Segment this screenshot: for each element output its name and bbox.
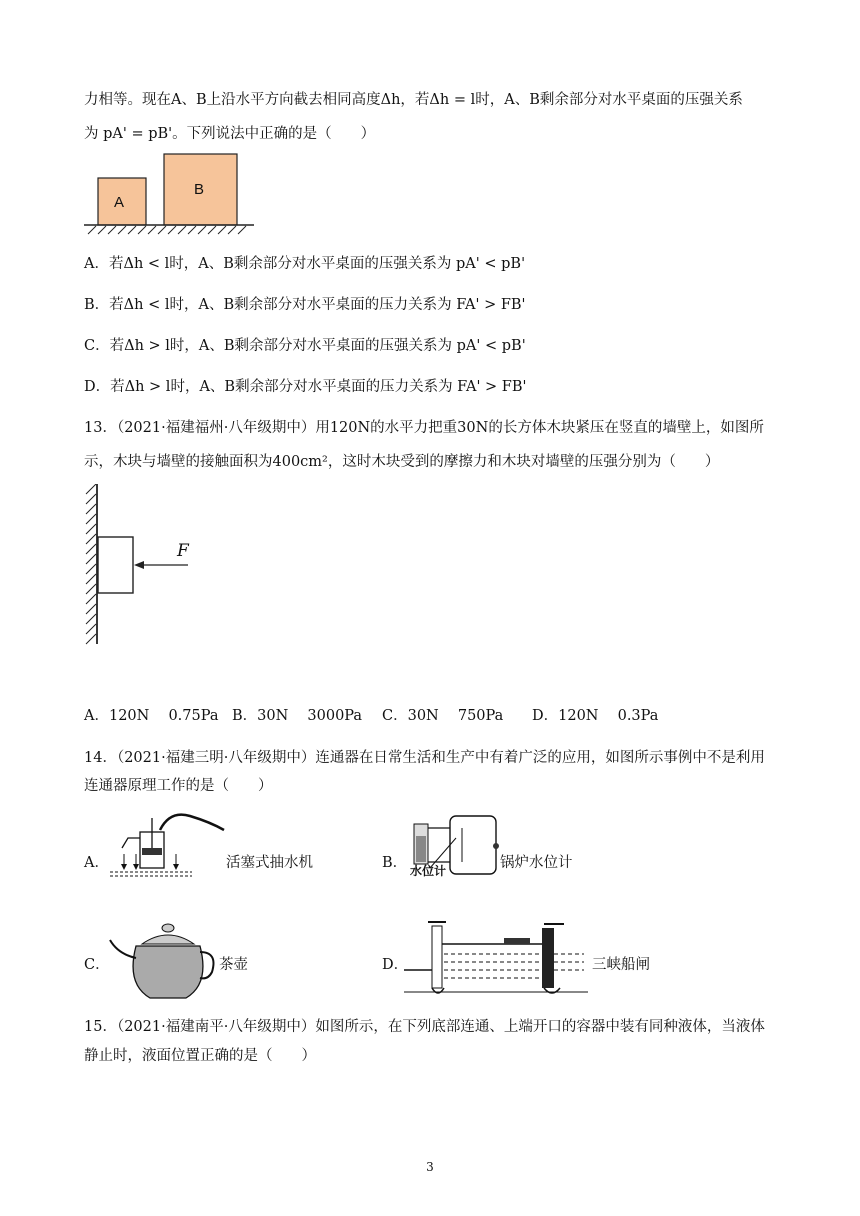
teapot-icon (106, 914, 218, 1002)
q12-option-d: D．若Δh > l时，A、B剩余部分对水平桌面的压力关系为 FA' > FB' (84, 379, 527, 395)
q14-option-d-letter: D． (382, 957, 409, 973)
q14-option-c-text: 茶壶 (219, 957, 248, 973)
q12-option-c: C．若Δh > l时，A、B剩余部分对水平桌面的压强关系为 pA' < pB' (84, 338, 526, 354)
q12-option-b: B．若Δh < l时，A、B剩余部分对水平桌面的压力关系为 FA' > FB' (84, 297, 526, 313)
page-number: 3 (426, 1160, 434, 1174)
wall-hatching (86, 484, 96, 644)
q14-text-line-1: 14．（2021·福建三明·八年级期中）连通器在日常生活和生产中有着广泛的应用，如图所示事例中不是利用 (84, 750, 765, 766)
q13-wall-figure (84, 484, 204, 648)
wood-block (98, 537, 133, 593)
q14-option-a-letter: A． (84, 855, 109, 871)
boiler-gauge-label: 水位计 (410, 864, 447, 878)
q12-text-line-2: 为 pA' = pB'。下列说法中正确的是（ ） (84, 126, 376, 142)
q14-option-a-text: 活塞式抽水机 (226, 855, 313, 871)
force-label: F (177, 541, 189, 561)
q13-option-d: D．120N 0.3Pa (532, 708, 659, 724)
force-arrow-head (134, 561, 144, 569)
q15-text-line-2: 静止时，液面位置正确的是（ ） (84, 1048, 316, 1064)
q14-option-b-text: 锅炉水位计 (500, 855, 573, 871)
q14-text-line-2: 连通器原理工作的是（ ） (84, 778, 273, 794)
q14-option-d-text: 三峡船闸 (592, 957, 650, 973)
q13-option-a: A．120N 0.75Pa (84, 708, 219, 724)
q13-text-line-2: 示，木块与墙壁的接触面积为400cm²，这时木块受到的摩擦力和木块对墙壁的压强分别为（ ） (84, 454, 720, 470)
q13-text-line-1: 13．（2021·福建福州·八年级期中）用120N的水平力把重30N的长方体木块紧压在竖直的墙壁上，如图所 (84, 420, 764, 436)
q12-option-a: A．若Δh < l时，A、B剩余部分对水平桌面的压强关系为 pA' < pB' (84, 256, 526, 272)
q13-option-b: B．30N 3000Pa (232, 708, 363, 724)
q14-option-c-letter: C． (84, 957, 110, 973)
piston-pump-icon (100, 808, 226, 878)
q13-option-c: C．30N 750Pa (382, 708, 504, 724)
ship-lock-icon (404, 914, 588, 998)
block-a-label: A (114, 194, 125, 211)
table-hatching (88, 226, 246, 234)
q14-option-b-letter: B． (382, 855, 408, 871)
q12-blocks-figure (84, 148, 254, 238)
q15-text-line-1: 15．（2021·福建南平·八年级期中）如图所示，在下列底部连通、上端开口的容器中装有同种液体，当液体 (84, 1019, 765, 1035)
q12-text-line-1: 力相等。现在A、B上沿水平方向截去相同高度Δh，若Δh = l时，A、B剩余部分对水平桌面的压强关系 (84, 92, 743, 108)
block-b-label: B (194, 181, 205, 198)
